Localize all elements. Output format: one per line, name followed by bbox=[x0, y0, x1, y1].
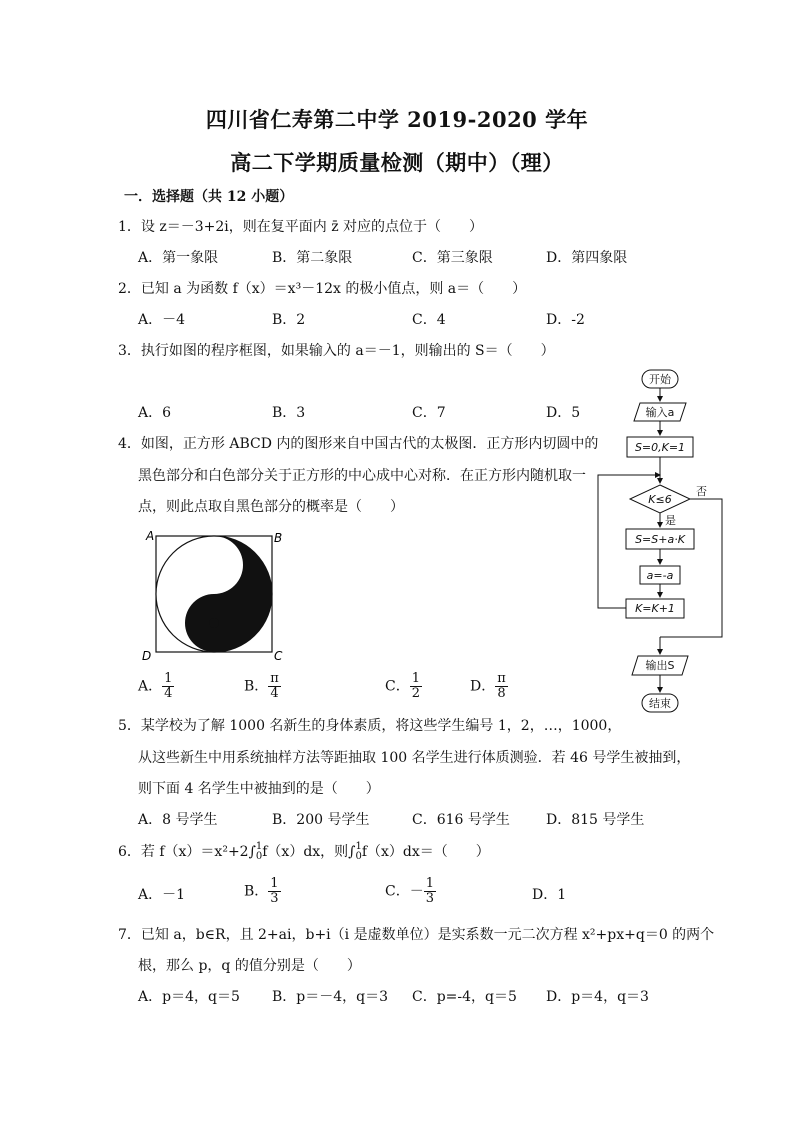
step2-label: a=-a bbox=[646, 569, 674, 582]
q6-option-b: B． $\frac{1}{3}$ bbox=[244, 876, 279, 906]
step1-label: S=S+a·K bbox=[635, 533, 685, 546]
start-label: 开始 bbox=[649, 373, 671, 386]
q4-stem-line1: 4．如图，正方形 ABCD 内的图形来自中国古代的太极图．正方形内切圆中的 bbox=[118, 436, 599, 452]
q6-option-c: C．－ $\frac{1}{3}$ bbox=[385, 876, 434, 906]
q6-option-d: D．1 bbox=[532, 887, 567, 903]
step3-label: K=K+1 bbox=[635, 602, 675, 615]
q6-option-a: A．－1 bbox=[138, 887, 186, 903]
q5-option-a: A．8 号学生 bbox=[138, 812, 218, 828]
q6-stem: 6．若 f（x）＝x²+2∫ 1 0 f（x）dx，则∫ 1 0 f（x）dx＝（ ） bbox=[118, 841, 490, 862]
q5-option-b: B．200 号学生 bbox=[272, 812, 370, 828]
q2-option-a: A．－4 bbox=[138, 312, 186, 328]
condition-label: K≤6 bbox=[648, 493, 672, 506]
q4-option-c: C． $\frac{1}{2}$ bbox=[385, 671, 420, 701]
q7-option-c: C．p=-4，q＝5 bbox=[412, 989, 517, 1005]
q1-option-a: A．第一象限 bbox=[138, 250, 219, 266]
white-dot bbox=[209, 560, 219, 570]
yes-label: 是 bbox=[665, 514, 676, 527]
no-label: 否 bbox=[696, 485, 707, 498]
taiji-figure bbox=[140, 526, 290, 666]
q1-option-b: B．第二象限 bbox=[272, 250, 353, 266]
init-label: S=0,K=1 bbox=[634, 441, 686, 454]
q7-option-a: A．p＝4，q＝5 bbox=[138, 989, 240, 1005]
vertex-label-d: D bbox=[142, 649, 152, 663]
q3-stem: 3．执行如图的程序框图，如果输入的 a＝－1，则输出的 S＝（ ） bbox=[118, 343, 555, 359]
q5-stem-line3: 则下面 4 名学生中被抽到的是（ ） bbox=[138, 781, 380, 797]
vertex-label-b: B bbox=[274, 531, 283, 545]
q1-option-c: C．第三象限 bbox=[412, 250, 493, 266]
paper-subtitle: 高二下学期质量检测（期中）（理） bbox=[230, 150, 564, 175]
yin-yang-symbol bbox=[156, 536, 272, 652]
q7-stem-line2: 根，那么 p，q 的值分别是（ ） bbox=[138, 958, 361, 974]
q7-option-b: B．p＝－4，q＝3 bbox=[272, 989, 389, 1005]
program-flowchart bbox=[590, 365, 740, 720]
section-heading: 一．选择题（共 12 小题） bbox=[124, 189, 294, 205]
q2-option-b: B．2 bbox=[272, 312, 306, 328]
vertex-label-a: A bbox=[146, 529, 155, 543]
q2-option-c: C．4 bbox=[412, 312, 446, 328]
q3-option-c: C．7 bbox=[412, 405, 446, 421]
q1-option-d: D．第四象限 bbox=[546, 250, 628, 266]
end-label: 结束 bbox=[649, 697, 671, 710]
q4-option-a: A． $\frac{1}{4}$ bbox=[138, 671, 173, 701]
q3-option-a: A．6 bbox=[138, 405, 172, 421]
q4-option-b: B． $\frac{\pi}{4}$ bbox=[244, 671, 279, 701]
vertex-label-c: C bbox=[274, 649, 283, 663]
q3-option-d: D．5 bbox=[546, 405, 581, 421]
q5-option-d: D．815 号学生 bbox=[546, 812, 645, 828]
q2-option-d: D．-2 bbox=[546, 312, 585, 328]
black-dot bbox=[209, 618, 219, 628]
q7-option-d: D．p＝4，q＝3 bbox=[546, 989, 649, 1005]
q3-option-b: B．3 bbox=[272, 405, 306, 421]
q5-option-c: C．616 号学生 bbox=[412, 812, 510, 828]
q5-stem-line1: 5．某学校为了解 1000 名新生的身体素质，将这些学生编号 1，2，…，1000， bbox=[118, 718, 622, 734]
q4-stem-line2: 黑色部分和白色部分关于正方形的中心成中心对称．在正方形内随机取一 bbox=[138, 468, 586, 484]
q5-stem-line2: 从这些新生中用系统抽样方法等距抽取 100 名学生进行体质测验．若 46 号学生被抽到， bbox=[138, 750, 691, 766]
q2-stem: 2．已知 a 为函数 f（x）＝x³－12x 的极小值点，则 a＝（ ） bbox=[118, 281, 527, 297]
q4-option-d: D． $\frac{\pi}{8}$ bbox=[470, 671, 506, 701]
input-label: 输入a bbox=[645, 406, 675, 419]
q1-stem: 1．设 z＝－3+2i，则在复平面内 z̄ 对应的点位于（ ） bbox=[118, 219, 484, 235]
q4-stem-line3: 点，则此点取自黑色部分的概率是（ ） bbox=[138, 499, 404, 515]
paper-title: 四川省仁寿第二中学 2019-2020 学年 bbox=[205, 107, 589, 132]
q7-stem-line1: 7．已知 a，b∈R，且 2+ai，b+i（i 是虚数单位）是实系数一元二次方程 x²+px+q＝0 的两个 bbox=[118, 927, 715, 943]
output-label: 输出S bbox=[645, 659, 675, 672]
